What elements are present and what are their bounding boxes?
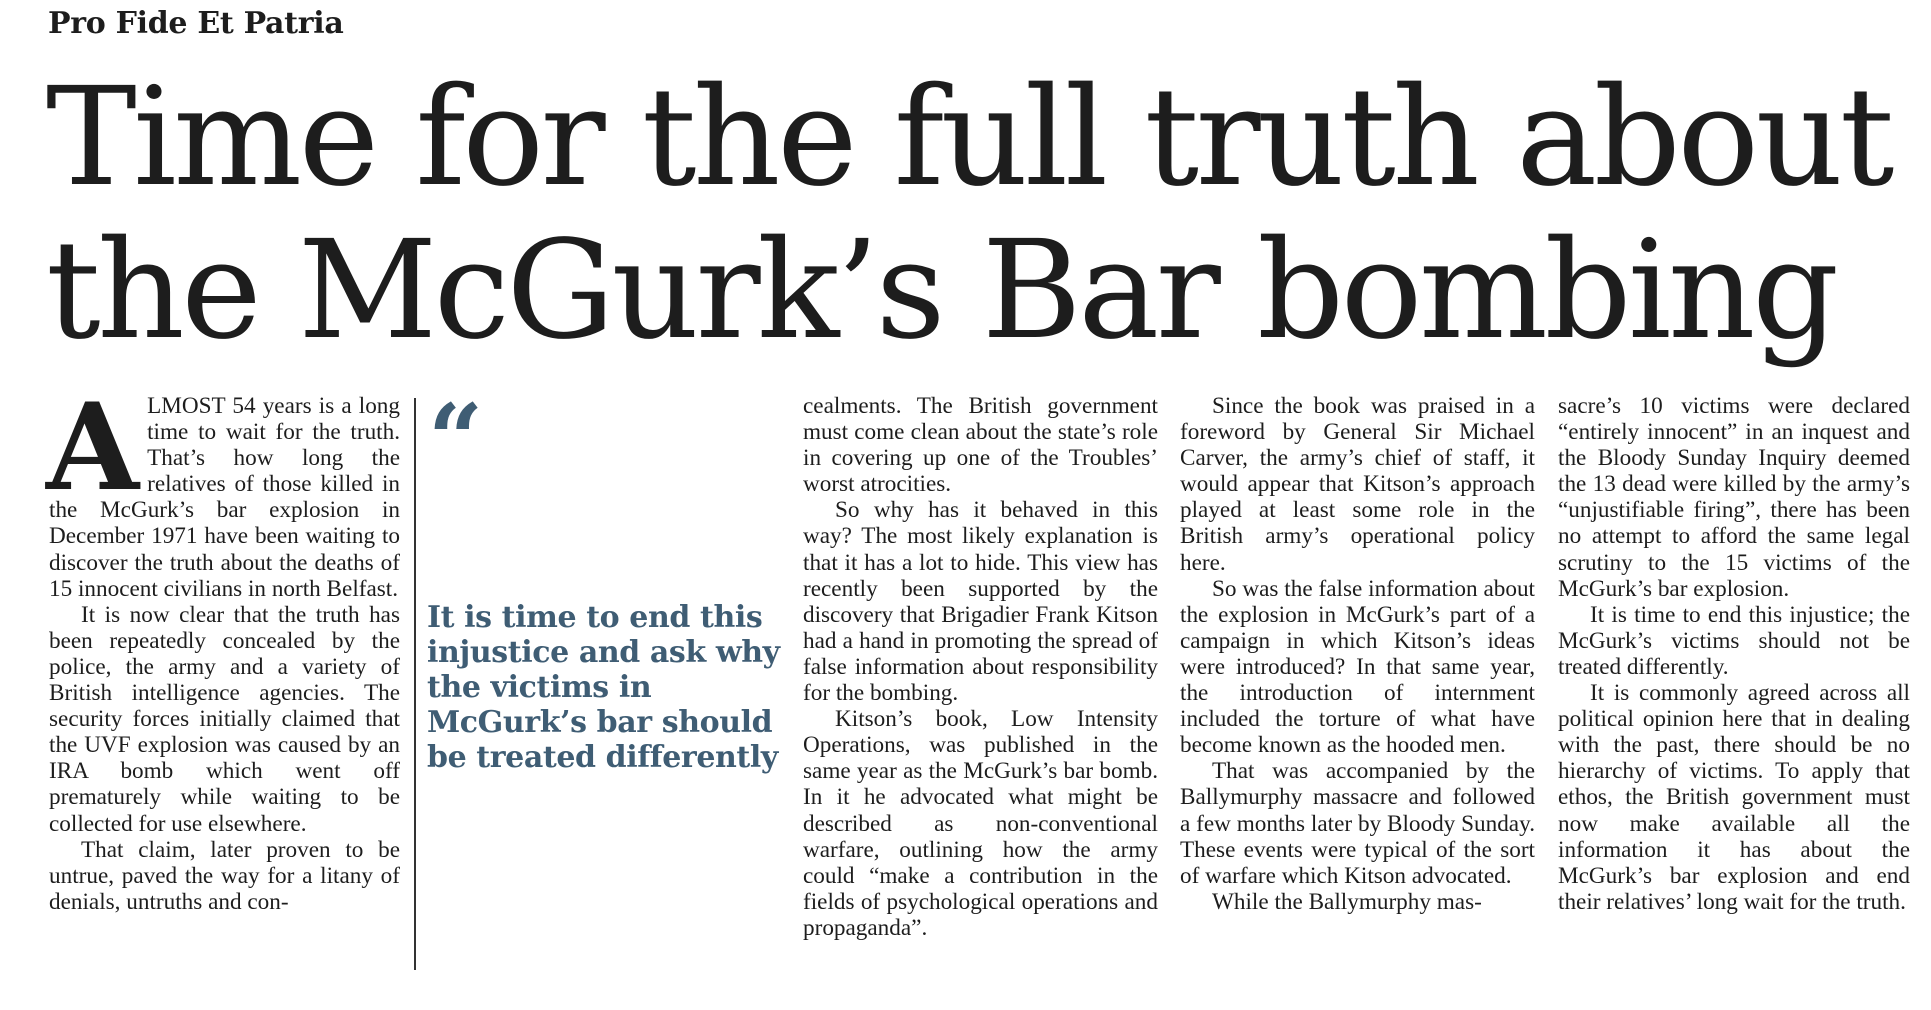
first-paragraph	[46, 377, 400, 602]
paragraph: That was accompanied by the Ballymurphy massacre and followed a few months later by Bloody Sunday. These events were typical of the sort of warfare which Kitson advocated.	[1180, 758, 1535, 889]
paragraph: Kitson’s book, Low Intensity Operations, was published in the same year as the McGurk’s bar bomb. In it he advocated what might be described as non-conventional warfare, outlining how the army could “make a contribution in the fields of psychological operations and propaganda”.	[803, 706, 1158, 941]
paragraph: It is time to end this injustice; the McGurk’s victims should not be treated differently.	[1558, 601, 1910, 680]
paragraph: Since the book was praised in a foreword by General Sir Michael Carver, the army’s chief of staff, it would appear that Kitson’s approach played at least some role in the British army’s operational policy here.	[1180, 393, 1535, 576]
article-column-4	[1558, 393, 1910, 915]
article-column-2	[803, 393, 1158, 941]
pull-quote: It is time to end this injustice and ask why the victims in McGurk’s bar should be treated differently	[427, 600, 780, 775]
paragraph: It is commonly agreed across all political opinion here that in dealing with the past, there should be no hierarchy of victims. To apply that ethos, the British government must now make available all the information it has about the McGurk’s bar explosion and end their relatives’ long wait for the truth.	[1558, 680, 1910, 915]
paragraph-text: LMOST 54 years is a long time to wait for the truth. That’s how long the relatives of those killed in the McGurk’s bar explosion in December 1971 have been waiting to discover the truth about the deaths of 15 innocent civilians in north Belfast.	[49, 393, 400, 602]
paragraph: cealments. The British government must come clean about the state’s role in covering up one of the Troubles’ worst atrocities.	[803, 393, 1158, 498]
section-kicker: Pro Fide Et Patria	[48, 6, 344, 41]
article-column-3	[1180, 393, 1535, 915]
paragraph: sacre’s 10 victims were declared “entirely innocent” in an inquest and the Bloody Sunday Inquiry deemed the 13 dead were killed by the army’s “unjustifiable firing”, there has been no attempt to afford the same legal scrutiny to the 15 victims of the McGurk’s bar explosion.	[1558, 393, 1910, 602]
paragraph: So was the false information about the explosion in McGurk’s part of a campaign in which Kitson’s ideas were introduced? In that same year, the introduction of internment included the torture of what have become known as the hooded men.	[1180, 575, 1535, 759]
quote-mark-icon: “	[428, 383, 484, 496]
article-column-1	[46, 377, 400, 915]
paragraph: That claim, later proven to be untrue, paved the way for a litany of denials, untruths and con-	[49, 836, 400, 915]
paragraph: While the Ballymurphy mas-	[1212, 888, 1482, 915]
paragraph: It is now clear that the truth has been repeatedly concealed by the police, the army and a variety of British intelligence agencies. The security forces initially claimed that the UVF explosion was caused by an IRA bomb which went off prematurely while waiting to be collected for use elsewhere.	[49, 601, 400, 837]
drop-cap: A	[46, 377, 140, 518]
column-divider	[414, 398, 416, 970]
headline: Time for the full truth about the McGurk’s Bar bombing	[46, 59, 1891, 370]
paragraph: So why has it behaved in this way? The most likely explanation is that it has a lot to hide. This view has recently been supported by the discovery that Brigadier Frank Kitson had a hand in promoting the spread of false information about responsibility for the bombing.	[803, 497, 1158, 707]
